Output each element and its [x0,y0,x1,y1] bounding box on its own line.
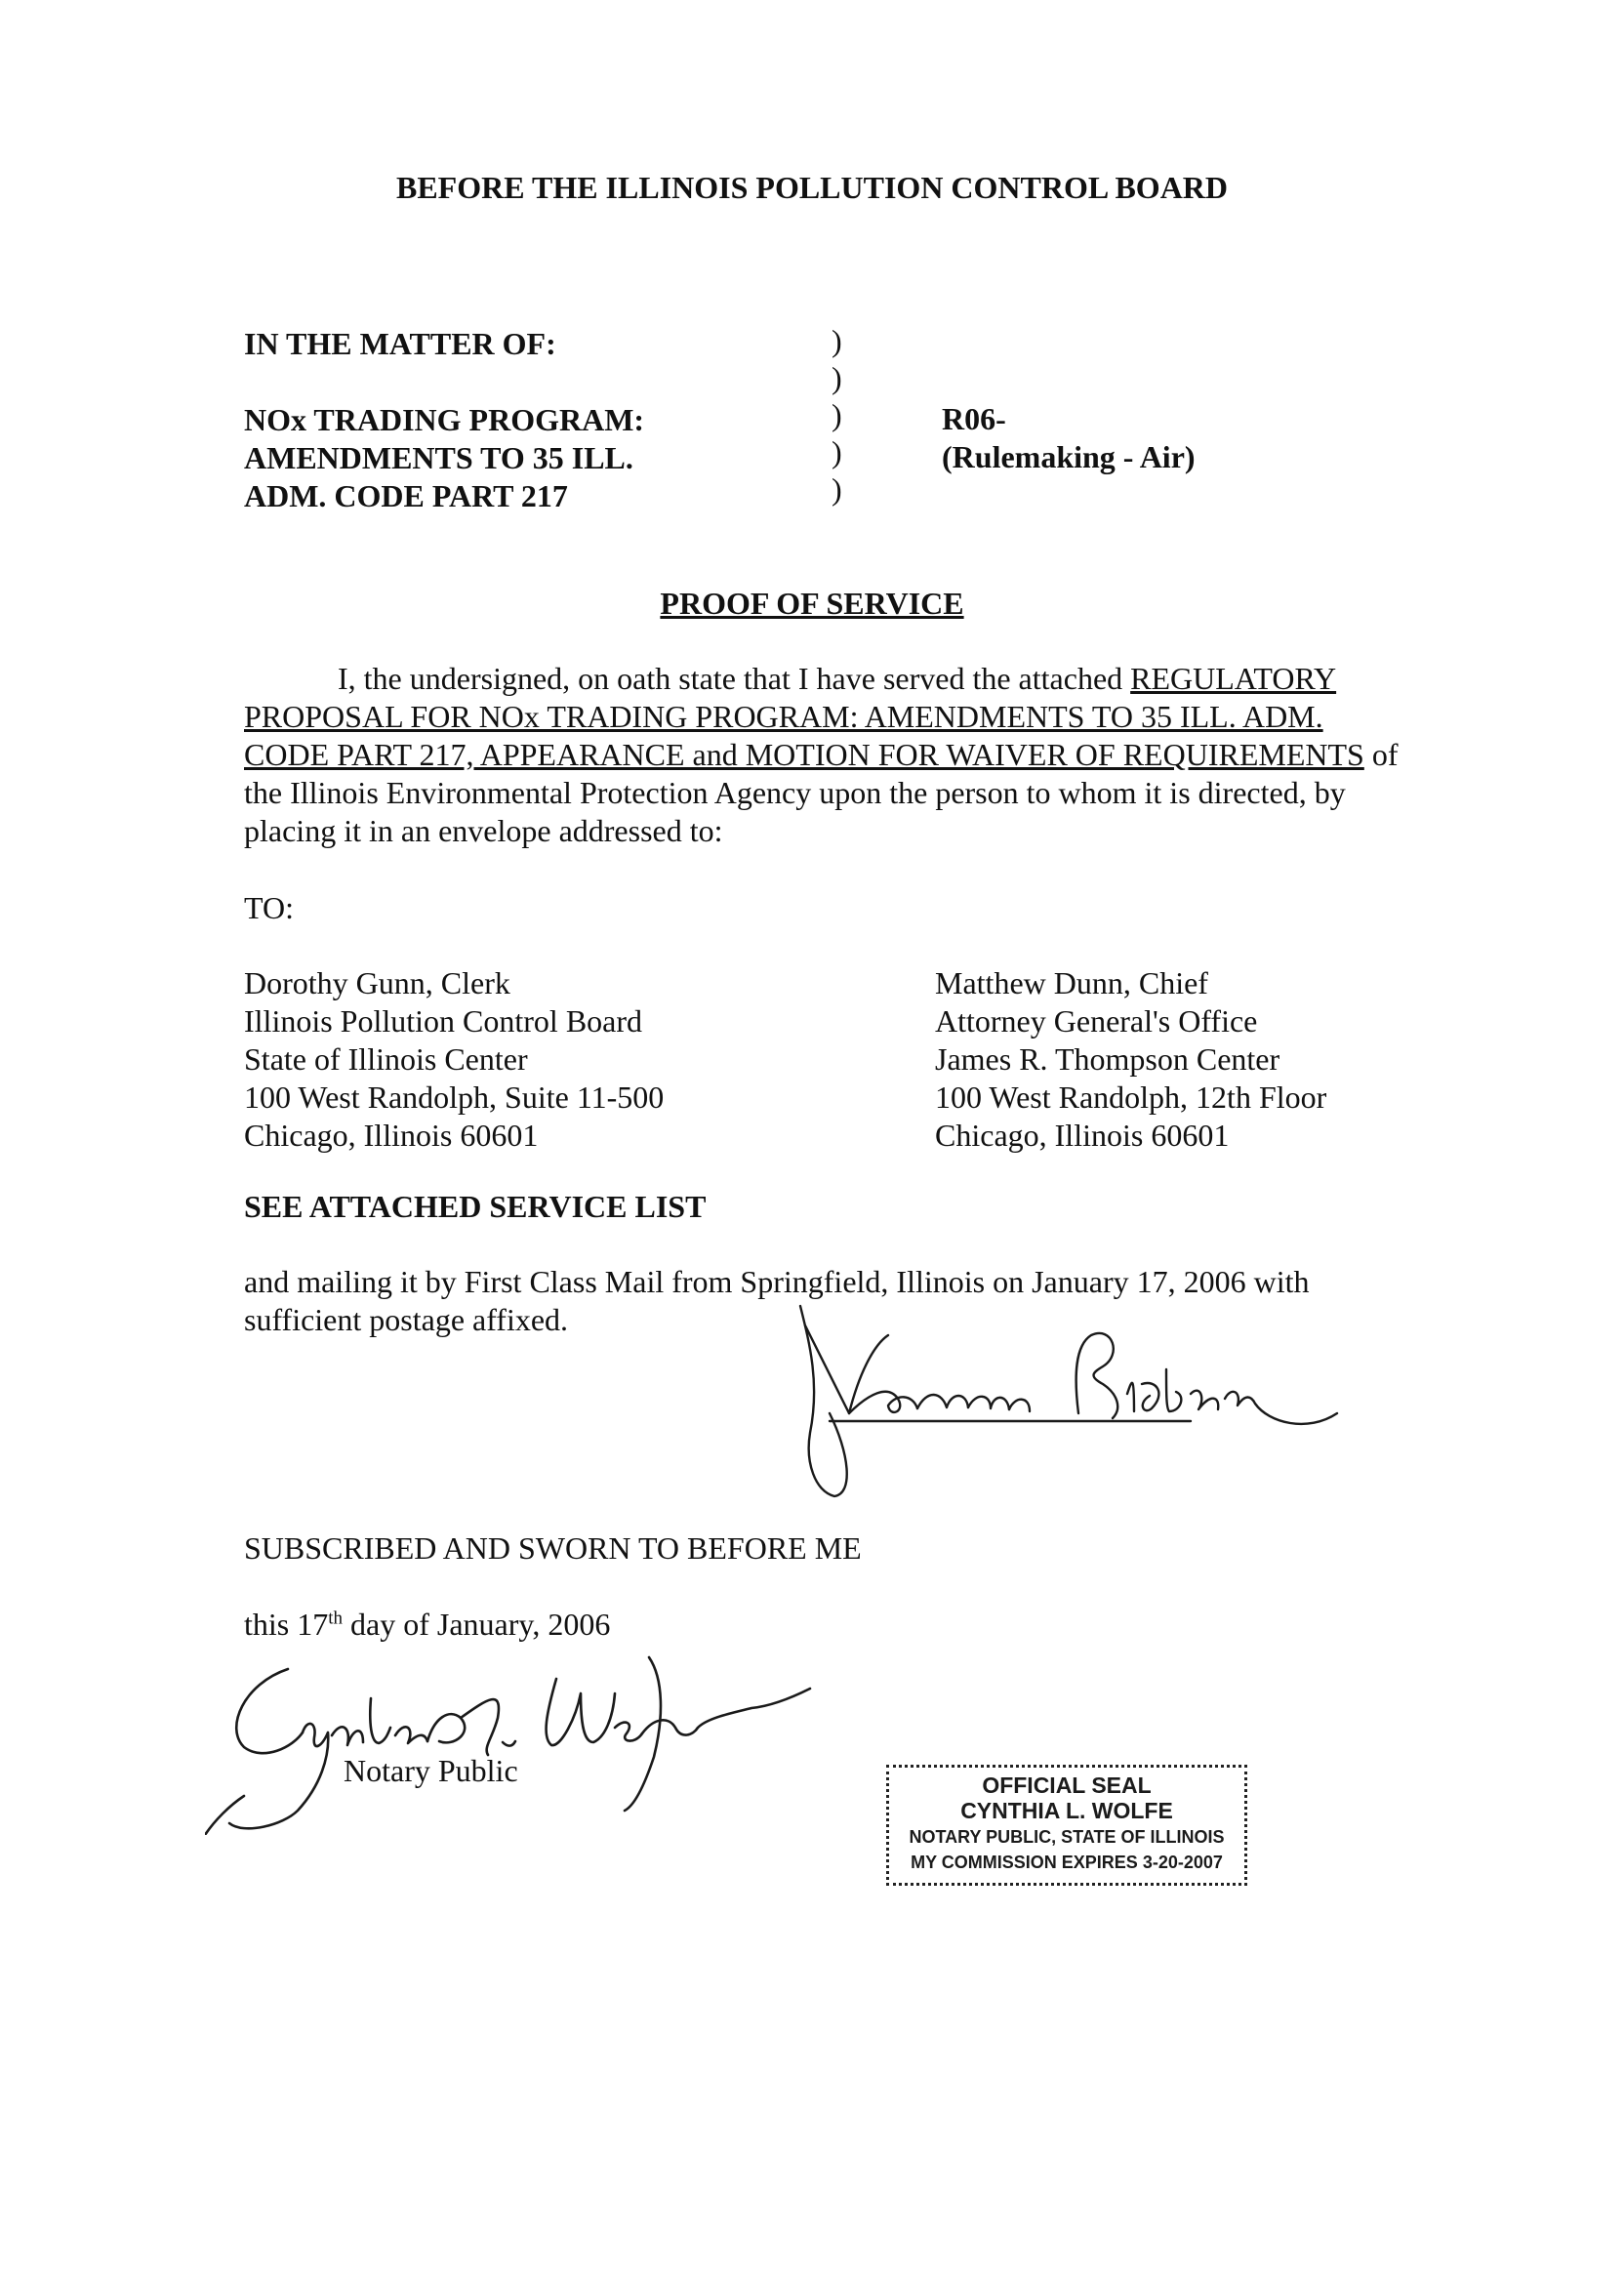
paren: ) [832,323,842,358]
address-line: Matthew Dunn, Chief [935,965,1208,1000]
caption-spacer [244,363,644,401]
jurat-this: this 17 [244,1607,329,1642]
paren: ) [832,360,842,395]
address-line: 100 West Randolph, Suite 11-500 [244,1080,665,1115]
proof-rest: of the Illinois Environmental Protection Agency upon the person to whom it is directed, by placing it in an envelope addressed to: [244,737,1399,848]
seal-line-3: NOTARY PUBLIC, STATE OF ILLINOIS [909,1827,1225,1847]
paren: ) [832,397,842,432]
proof-paragraph [244,660,1415,850]
address-line: State of Illinois Center [244,1041,528,1077]
caption-parens [832,322,842,508]
proof-documents: REGULATORY PROPOSAL FOR NOx TRADING PROGRAM: AMENDMENTS TO 35 ILL. ADM. CODE PART 217, APPEARANCE and MOTION FOR WAIVER OF REQUIREMENTS [244,661,1364,772]
docket-block [942,400,1196,476]
jurat-date [244,1607,610,1643]
seal-line-1: OFFICIAL SEAL [982,1773,1152,1798]
proof-intro: I, the undersigned, on oath state that I have served the attached [338,661,1131,696]
mailing-line-2: sufficient postage affixed. [244,1302,569,1337]
docket-number: R06- [942,401,1006,436]
seal-line-2: CYNTHIA L. WOLFE [960,1798,1173,1823]
jurat-ordinal: th [328,1608,344,1629]
address-line: James R. Thompson Center [935,1041,1280,1077]
jurat-day-rest: day of January, 2006 [343,1607,611,1642]
caption-line-2: AMENDMENTS TO 35 ILL. [244,440,633,475]
paren: ) [832,434,842,469]
address-line: Chicago, Illinois 60601 [244,1118,539,1153]
affiant-signature [781,1286,1347,1521]
to-label: TO: [244,890,294,925]
paren: ) [832,471,842,507]
proof-text [244,660,1415,850]
address-line: Illinois Pollution Control Board [244,1003,643,1039]
address-line: Dorothy Gunn, Clerk [244,965,510,1000]
notary-label: Notary Public [344,1753,518,1788]
address-line: Chicago, Illinois 60601 [935,1118,1230,1153]
recipient-address-1 [244,964,664,1155]
proof-title [0,586,1624,622]
notary-signature [205,1640,869,1835]
jurat-statement: SUBSCRIBED AND SWORN TO BEFORE ME [244,1530,862,1566]
caption-line-3: ADM. CODE PART 217 [244,478,568,513]
mailing-line-1: and mailing it by First Class Mail from Springfield, Illinois on January 17, 2006 with [244,1264,1310,1299]
matter-label: IN THE MATTER OF: [244,326,556,361]
official-seal [886,1765,1247,1886]
recipient-address-2 [935,964,1326,1155]
board-title: BEFORE THE ILLINOIS POLLUTION CONTROL BOARD [395,170,1229,205]
docket-type: (Rulemaking - Air) [942,439,1196,474]
case-caption [244,325,644,515]
proof-title-text: PROOF OF SERVICE [660,586,964,621]
seal-line-4: MY COMMISSION EXPIRES 3-20-2007 [911,1853,1223,1872]
address-line: Attorney General's Office [935,1003,1258,1039]
service-list-heading: SEE ATTACHED SERVICE LIST [244,1189,707,1224]
caption-line-1: NOx TRADING PROGRAM: [244,402,645,437]
address-line: 100 West Randolph, 12th Floor [935,1080,1327,1115]
